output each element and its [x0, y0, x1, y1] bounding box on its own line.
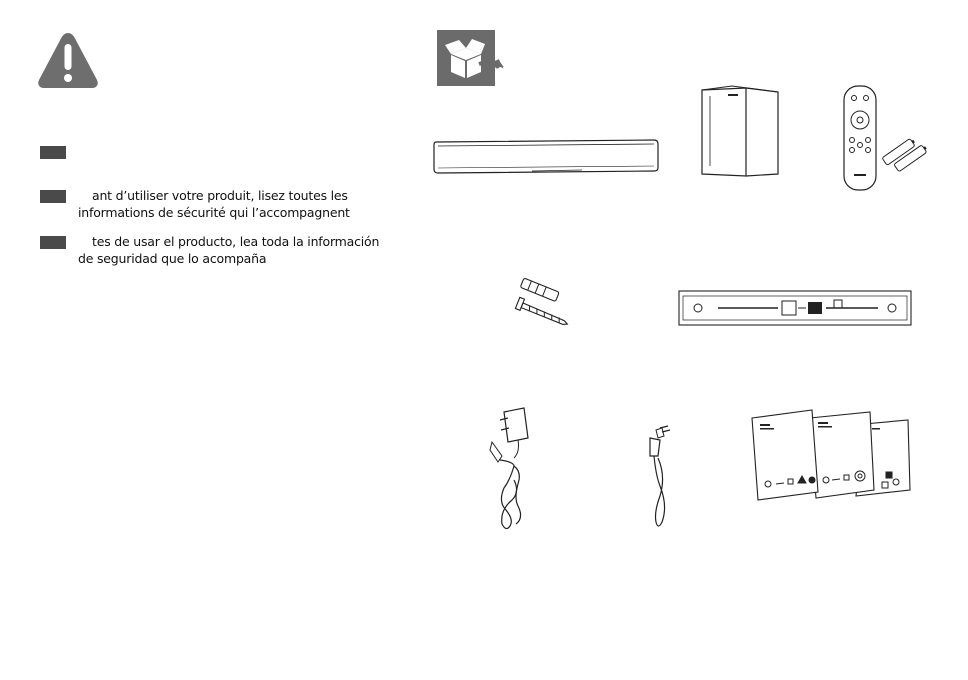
- power-cord-image: [638, 426, 682, 530]
- power-adapter-image: [484, 406, 546, 530]
- wall-anchors-and-screws-image: [514, 270, 572, 336]
- subwoofer-image: [700, 86, 782, 178]
- language-tag-1: [40, 146, 66, 159]
- manuals-image: [746, 408, 916, 502]
- language-tag-fr: [40, 190, 66, 203]
- soundbar-image: [432, 138, 660, 174]
- safety-text-es-line1: tes de usar el producto, lea toda la información: [92, 234, 380, 249]
- safety-text-fr-line1: ant d’utiliser votre produit, lisez toutes les: [92, 188, 348, 203]
- language-tag-es: [40, 236, 66, 249]
- mounting-template-image: [678, 290, 912, 326]
- warning-triangle-icon: [36, 30, 100, 90]
- open-box-icon: [437, 30, 507, 86]
- remote-with-batteries-image: [838, 84, 924, 192]
- safety-text-es-line2: de seguridad que lo acompaña: [78, 251, 267, 266]
- safety-text-fr-line2: informations de sécurité qui l’accompagnent: [78, 205, 350, 220]
